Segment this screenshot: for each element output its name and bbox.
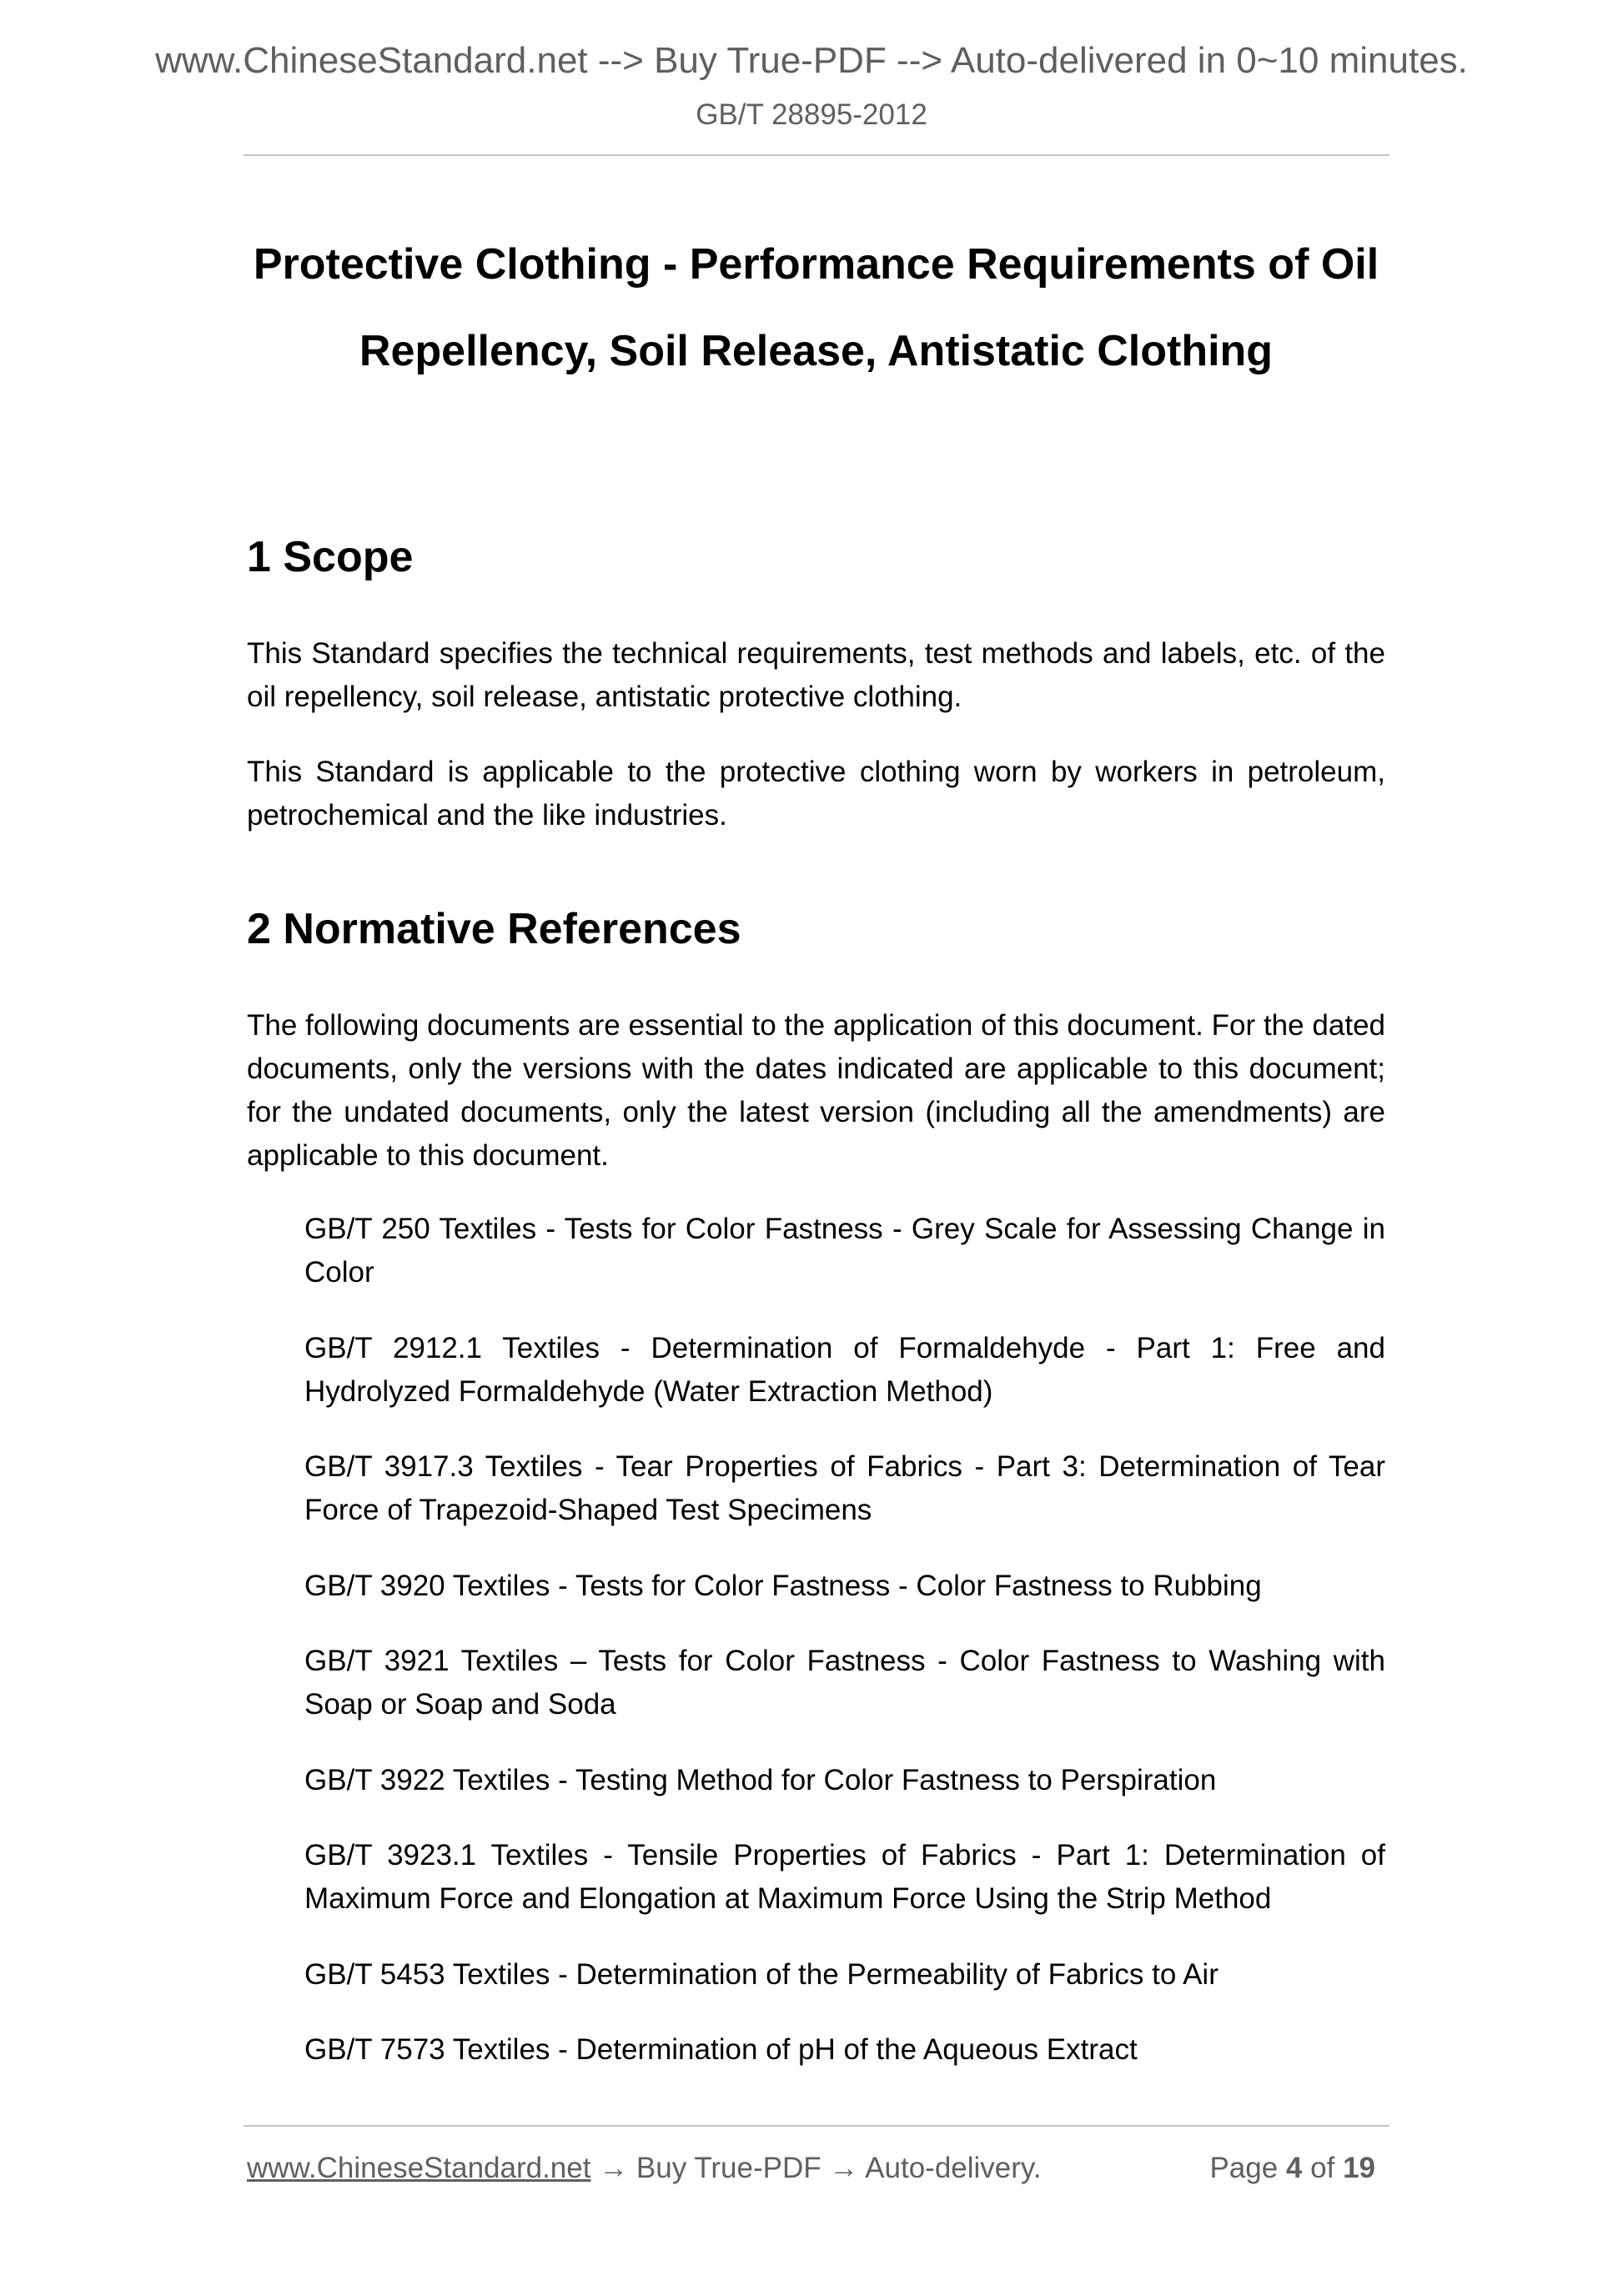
reference-item: GB/T 5453 Textiles - Determination of the Permeability of Fabrics to Air <box>304 1958 1219 1991</box>
references-intro-paragraph: The following documents are essential to the application of this document. For the dated documents, only the versions with the dates indicated are applicable to this document; for the undated documents, only the latest version (including all the amendments) are applicable to this document. <box>247 1009 1385 1172</box>
title-line-1: Protective Clothing - Performance Requirements of Oil <box>253 240 1379 289</box>
footer-divider <box>244 2125 1389 2127</box>
reference-item: GB/T 3923.1 Textiles - Tensile Properties of Fabrics - Part 1: Determination of Maximum Force and Elongation at Maximum Force Using the Strip Method <box>304 1839 1385 1915</box>
document-code: GB/T 28895-2012 <box>696 98 927 131</box>
scope-paragraph-2: This Standard is applicable to the protective clothing worn by workers in petroleum, petrochemical and the like industries. <box>247 756 1385 831</box>
section-heading-normative-references: 2 Normative References <box>247 905 741 953</box>
footer-promo <box>247 2150 1042 2187</box>
reference-item: GB/T 7573 Textiles - Determination of pH of the Aqueous Extract <box>304 2033 1138 2066</box>
reference-item: GB/T 3921 Textiles – Tests for Color Fastness - Color Fastness to Washing with Soap or Soap and Soda <box>304 1645 1385 1721</box>
page-total: 19 <box>1343 2152 1375 2184</box>
page-label: Page <box>1209 2152 1279 2184</box>
reference-item: GB/T 250 Textiles - Tests for Color Fastness - Grey Scale for Assessing Change in Color <box>304 1213 1385 1289</box>
reference-item: GB/T 3922 Textiles - Testing Method for Color Fastness to Perspiration <box>304 1764 1217 1796</box>
footer-buy-text: → Buy True-PDF → Auto-delivery. <box>590 2152 1042 2184</box>
page-number: 4 <box>1285 2152 1303 2184</box>
reference-item: GB/T 2912.1 Textiles - Determination of Formaldehyde - Part 1: Free and Hydrolyzed Formaldehyde (Water Extraction Method) <box>304 1332 1385 1408</box>
reference-item: GB/T 3920 Textiles - Tests for Color Fastness - Color Fastness to Rubbing <box>304 1570 1262 1602</box>
reference-item: GB/T 3917.3 Textiles - Tear Properties of Fabrics - Part 3: Determination of Tear Force of Trapezoid-Shaped Test Specimens <box>304 1450 1385 1526</box>
section-heading-scope: 1 Scope <box>247 533 414 581</box>
scope-paragraph-1: This Standard specifies the technical requirements, test methods and labels, etc. of the oil repellency, soil release, antistatic protective clothing. <box>247 637 1385 713</box>
footer-site-link[interactable]: www.ChineseStandard.net <box>247 2152 591 2184</box>
header-divider <box>244 154 1389 156</box>
site-banner: www.ChineseStandard.net --> Buy True-PDF --> Auto-delivered in 0~10 minutes. <box>155 40 1468 81</box>
title-line-2: Repellency, Soil Release, Antistatic Clothing <box>359 327 1274 375</box>
document-title <box>247 221 1385 394</box>
page-of-label: of <box>1310 2152 1335 2184</box>
page-indicator <box>1209 2150 1375 2187</box>
